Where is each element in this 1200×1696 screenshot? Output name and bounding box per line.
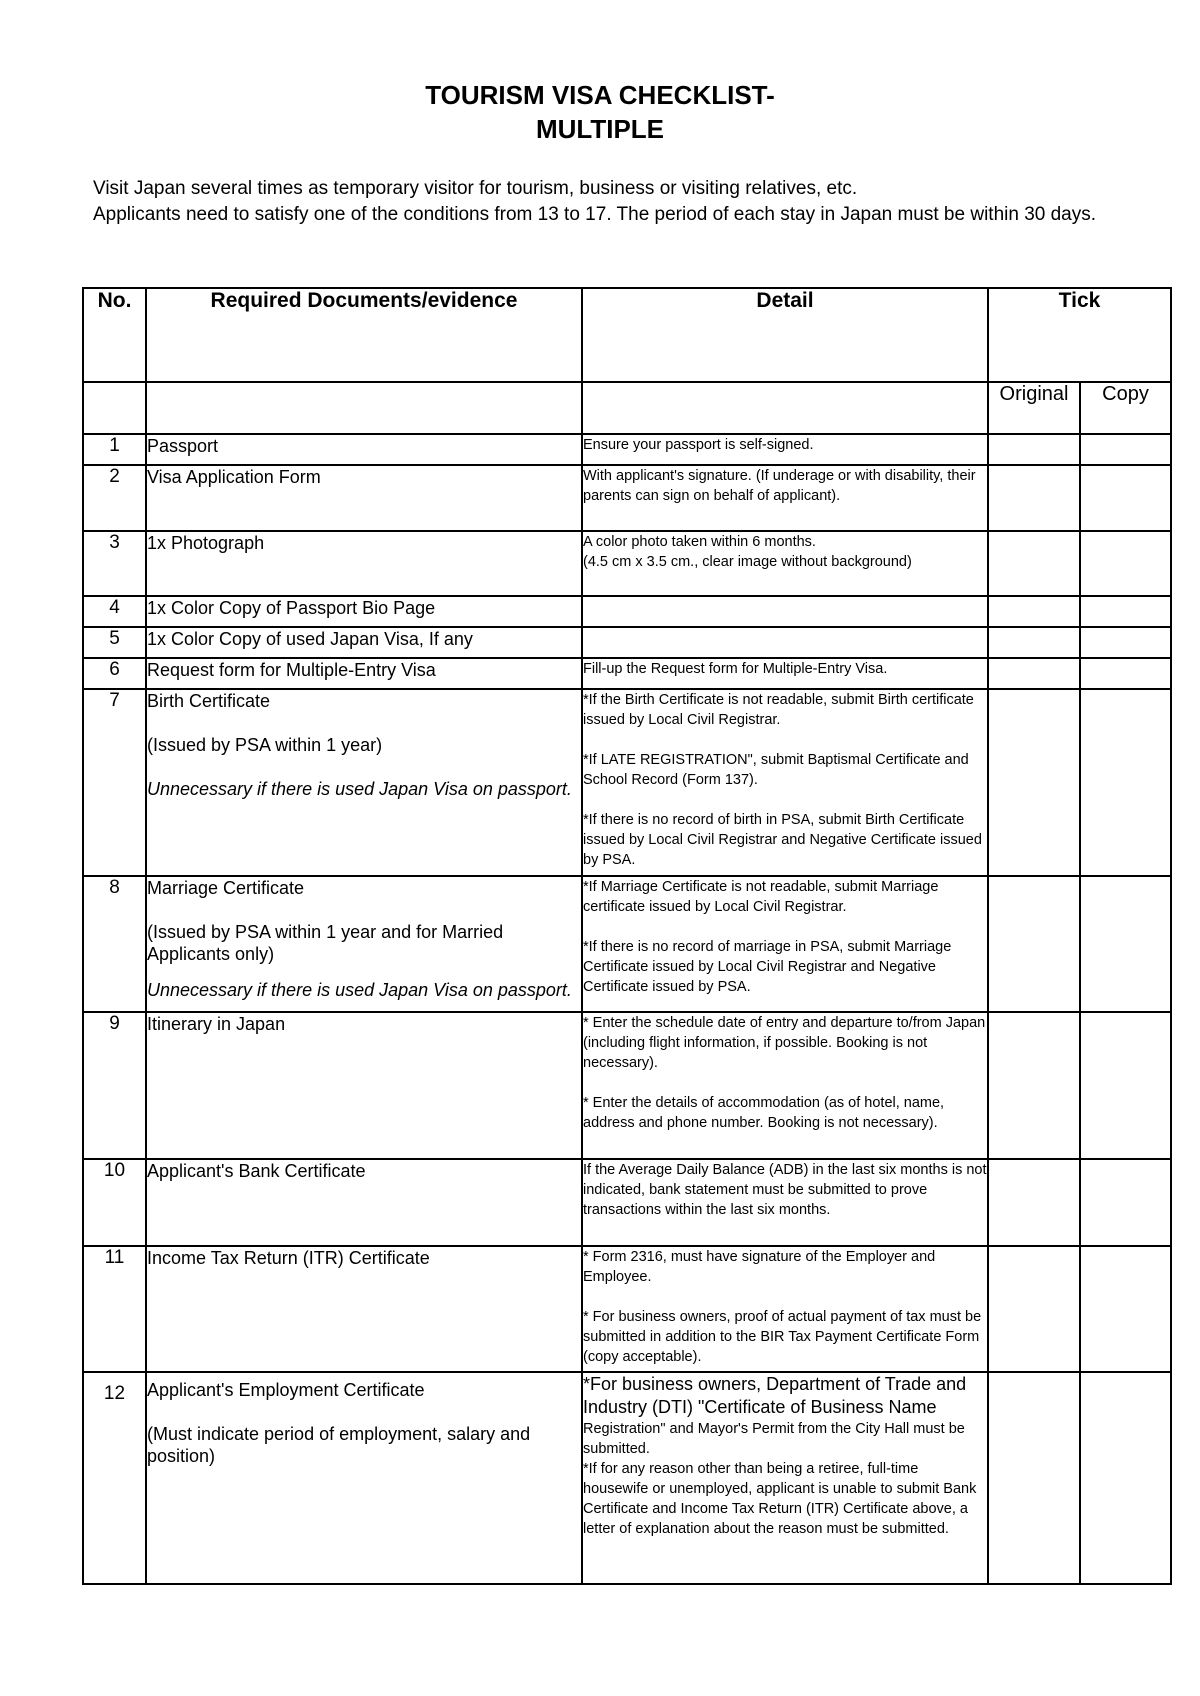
row-detail [582, 1012, 988, 1159]
tick-original-cell[interactable] [988, 465, 1080, 531]
header-detail: Detail [582, 288, 988, 382]
row-document: Applicant's Bank Certificate [146, 1159, 582, 1246]
tick-original-cell[interactable] [988, 876, 1080, 1012]
tick-copy-cell[interactable] [1080, 531, 1171, 596]
row-document [146, 876, 582, 1012]
tick-copy-cell[interactable] [1080, 689, 1171, 876]
row-detail: Ensure your passport is self-signed. [582, 434, 988, 465]
row-number: 10 [83, 1159, 146, 1246]
detail-line: * Enter the schedule date of entry and departure to/from Japan (including flight information, if possible. Booking is not necessary). [583, 1015, 986, 1071]
detail-line: *For business owners, Department of Trade and Industry (DTI) "Certificate of Business Name [583, 1374, 967, 1417]
header-no: No. [83, 288, 146, 382]
row-document: 1x Color Copy of Passport Bio Page [146, 596, 582, 627]
detail-line: *If Marriage Certificate is not readable, submit Marriage certificate issued by Local Civil Registrar. [583, 879, 939, 915]
tick-original-cell[interactable] [988, 1372, 1080, 1584]
row-number: 4 [83, 596, 146, 627]
row-number: 2 [83, 465, 146, 531]
intro-text [93, 176, 1133, 228]
tick-original-cell[interactable] [988, 434, 1080, 465]
document-name: Applicant's Employment Certificate [147, 1380, 425, 1400]
document-name: Marriage Certificate [147, 878, 305, 898]
row-number: 1 [83, 434, 146, 465]
row-document [146, 1372, 582, 1584]
detail-line: * Form 2316, must have signature of the Employer and Employee. [583, 1249, 936, 1285]
header-documents: Required Documents/evidence [146, 288, 582, 382]
detail-line: *If for any reason other than being a retiree, full-time housewife or unemployed, applicant is unable to submit Bank Certificate and Income Tax Return (ITR) Certificate above, a letter of explanation about the reason must be submitted. [583, 1461, 977, 1537]
table-row [83, 465, 1171, 531]
row-detail [582, 596, 988, 627]
tick-original-cell[interactable] [988, 531, 1080, 596]
row-document [146, 689, 582, 876]
row-number: 9 [83, 1012, 146, 1159]
detail-line: (4.5 cm x 3.5 cm., clear image without background) [583, 554, 912, 570]
title-line-1: TOURISM VISA CHECKLIST- [425, 80, 775, 110]
header-row [83, 288, 1171, 382]
detail-line: *If there is no record of marriage in PSA, submit Marriage Certificate issued by Local Civil Registrar and Negative Certificate issued by PSA. [583, 939, 952, 995]
intro-line-2: Applicants need to satisfy one of the conditions from 13 to 17. The period of each stay in Japan must be within 30 days. [93, 204, 1097, 225]
header-copy: Copy [1080, 382, 1171, 434]
document-note: (Issued by PSA within 1 year and for Married Applicants only) [147, 922, 504, 964]
table-row [83, 1246, 1171, 1372]
detail-line: *If the Birth Certificate is not readable, submit Birth certificate issued by Local Civil Registrar. [583, 692, 974, 728]
row-document: Visa Application Form [146, 465, 582, 531]
row-number: 3 [83, 531, 146, 596]
document-name: Birth Certificate [147, 691, 271, 711]
table-row [83, 1012, 1171, 1159]
header-original: Original [988, 382, 1080, 434]
header-tick: Tick [988, 288, 1171, 382]
row-detail: With applicant's signature. (If underage or with disability, their parents can sign on behalf of applicant). [582, 465, 988, 531]
row-detail [582, 531, 988, 596]
tick-original-cell[interactable] [988, 1246, 1080, 1372]
checklist-table [82, 287, 1172, 1585]
row-document: Itinerary in Japan [146, 1012, 582, 1159]
detail-line: *If there is no record of birth in PSA, submit Birth Certificate issued by Local Civil Registrar and Negative Certificate issued by PSA. [583, 812, 982, 868]
page-title [0, 78, 1200, 146]
row-number: 8 [83, 876, 146, 1012]
row-number: 11 [83, 1246, 146, 1372]
row-detail [582, 689, 988, 876]
table-row [83, 434, 1171, 465]
subheader-empty-no [83, 382, 146, 434]
tick-copy-cell[interactable] [1080, 876, 1171, 1012]
tick-original-cell[interactable] [988, 596, 1080, 627]
row-number: 6 [83, 658, 146, 689]
table-row [83, 1159, 1171, 1246]
tick-copy-cell[interactable] [1080, 1012, 1171, 1159]
table-row [83, 689, 1171, 876]
table-row [83, 658, 1171, 689]
row-document: Income Tax Return (ITR) Certificate [146, 1246, 582, 1372]
row-detail: Fill-up the Request form for Multiple-Entry Visa. [582, 658, 988, 689]
document-exemption: Unnecessary if there is used Japan Visa on passport. [147, 779, 572, 799]
tick-copy-cell[interactable] [1080, 658, 1171, 689]
tick-original-cell[interactable] [988, 658, 1080, 689]
intro-line-1: Visit Japan several times as temporary visitor for tourism, business or visiting relatives, etc. [93, 178, 858, 199]
detail-line: A color photo taken within 6 months. [583, 534, 816, 550]
row-detail [582, 1372, 988, 1584]
tick-copy-cell[interactable] [1080, 1159, 1171, 1246]
subheader-empty-detail [582, 382, 988, 434]
tick-copy-cell[interactable] [1080, 596, 1171, 627]
tick-original-cell[interactable] [988, 1159, 1080, 1246]
detail-line: * For business owners, proof of actual payment of tax must be submitted in addition to the BIR Tax Payment Certificate Form (copy acceptable). [583, 1309, 982, 1365]
tick-original-cell[interactable] [988, 689, 1080, 876]
row-document: 1x Color Copy of used Japan Visa, If any [146, 627, 582, 658]
subheader-empty-doc [146, 382, 582, 434]
tick-copy-cell[interactable] [1080, 465, 1171, 531]
row-document: 1x Photograph [146, 531, 582, 596]
row-document: Passport [146, 434, 582, 465]
row-number: 7 [83, 689, 146, 876]
row-detail [582, 1246, 988, 1372]
detail-line: * Enter the details of accommodation (as of hotel, name, address and phone number. Booking is not necessary). [583, 1095, 945, 1131]
detail-line: *If LATE REGISTRATION", submit Baptismal Certificate and School Record (Form 137). [583, 752, 969, 788]
tick-original-cell[interactable] [988, 1012, 1080, 1159]
tick-copy-cell[interactable] [1080, 434, 1171, 465]
document-exemption: Unnecessary if there is used Japan Visa on passport. [147, 980, 572, 1000]
table-row [83, 627, 1171, 658]
table-row [83, 531, 1171, 596]
tick-original-cell[interactable] [988, 627, 1080, 658]
title-line-2: MULTIPLE [535, 114, 665, 144]
detail-line: Registration" and Mayor's Permit from the City Hall must be submitted. [583, 1421, 965, 1457]
row-number: 12 [83, 1372, 146, 1584]
tick-copy-cell[interactable] [1080, 1372, 1171, 1584]
row-detail [582, 876, 988, 1012]
row-document: Request form for Multiple-Entry Visa [146, 658, 582, 689]
tick-copy-cell[interactable] [1080, 627, 1171, 658]
row-number: 5 [83, 627, 146, 658]
table-row [83, 1372, 1171, 1584]
document-note: (Issued by PSA within 1 year) [147, 735, 383, 755]
table-row [83, 876, 1171, 1012]
table-row [83, 596, 1171, 627]
document-note: (Must indicate period of employment, salary and position) [147, 1424, 531, 1466]
subheader-row [83, 382, 1171, 434]
tick-copy-cell[interactable] [1080, 1246, 1171, 1372]
row-detail: If the Average Daily Balance (ADB) in the last six months is not indicated, bank statement must be submitted to prove transactions within the last six months. [582, 1159, 988, 1246]
row-detail [582, 627, 988, 658]
